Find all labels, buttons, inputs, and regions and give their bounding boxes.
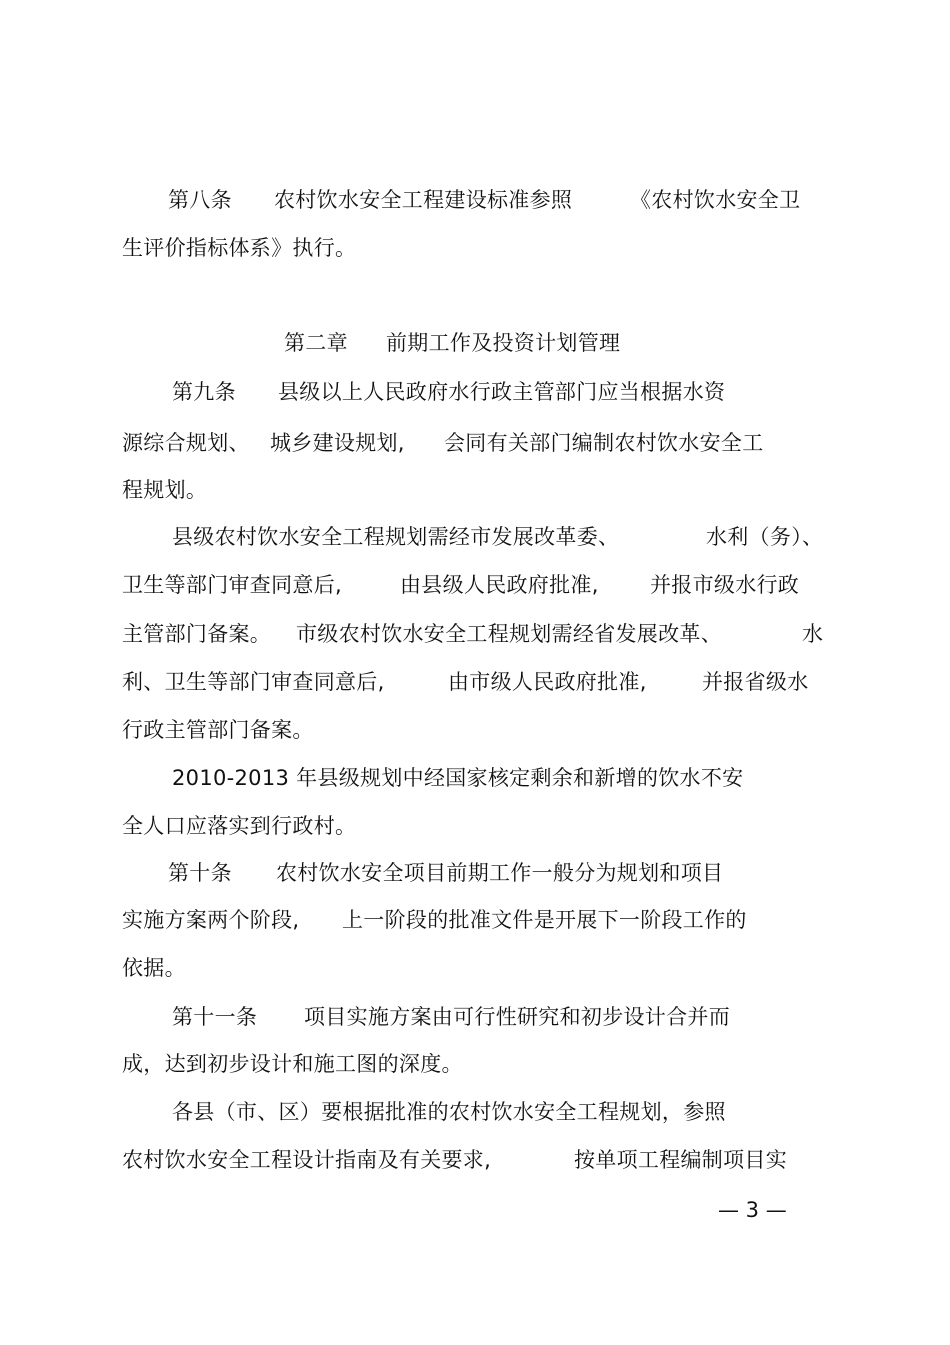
- county-paragraph-text: 卫生等部门审查同意后,: [122, 573, 342, 597]
- county-paragraph-text: 并报市级水行政: [650, 573, 800, 597]
- article-9-text: 县级以上人民政府水行政主管部门应当根据水资: [278, 380, 726, 404]
- county-paragraph-line-4: [122, 668, 832, 696]
- county-paragraph-line-1: [172, 523, 832, 551]
- article-9-text: 城乡建设规划,: [270, 431, 405, 455]
- article-8-text: 《农村饮水安全卫: [630, 188, 801, 212]
- county-paragraph-text: 水利（务）、: [706, 525, 824, 549]
- county-paragraph-text: 市级农村饮水安全工程规划需经省发展改革、: [296, 622, 722, 646]
- article-10-line-3: 依据。: [122, 956, 186, 980]
- chapter-number: 第二章: [284, 331, 348, 355]
- article-9-text: 会同有关部门编制农村饮水安全工: [444, 431, 764, 455]
- article-10-text: 实施方案两个阶段,: [122, 908, 300, 932]
- county-paragraph-line-2: [122, 571, 822, 599]
- article-10-text: 上一阶段的批准文件是开展下一阶段工作的: [342, 908, 747, 932]
- population-paragraph-line-2: 全人口应落实到行政村。: [122, 814, 357, 838]
- county-paragraph-text: 主管部门备案。: [122, 622, 272, 646]
- article-9-line-2: [122, 429, 822, 457]
- article-11-text: 项目实施方案由可行性研究和初步设计合并而: [304, 1005, 730, 1029]
- article-9-line-1: [172, 378, 812, 406]
- article-8-heading: 第八条: [168, 188, 232, 212]
- article-9-heading: 第九条: [172, 380, 236, 404]
- article-8-line-1: [168, 186, 848, 214]
- article-8-text: 农村饮水安全工程建设标准参照: [274, 188, 573, 212]
- county-paragraph-text: 并报省级水: [702, 670, 809, 694]
- county-paragraph-text: 由县级人民政府批准,: [400, 573, 599, 597]
- article-9-line-3: 程规划。: [122, 478, 208, 502]
- article-10-line-1: [168, 859, 808, 887]
- article-11-line-2: 成，达到初步设计和施工图的深度。: [122, 1052, 463, 1076]
- article-11-line-1: [172, 1003, 812, 1031]
- chapter-title: 前期工作及投资计划管理: [386, 331, 621, 355]
- implementation-paragraph-text: 农村饮水安全工程设计指南及有关要求,: [122, 1148, 492, 1172]
- implementation-paragraph-line-2: [122, 1146, 822, 1174]
- article-8-line-2: 生评价指标体系》执行。: [122, 236, 357, 260]
- county-paragraph-text: 县级农村饮水安全工程规划需经市发展改革委、: [172, 525, 620, 549]
- article-10-heading: 第十条: [168, 861, 232, 885]
- county-paragraph-text: 由市级人民政府批准,: [448, 670, 647, 694]
- page-number: — 3 —: [718, 1198, 787, 1222]
- article-10-line-2: [122, 906, 822, 934]
- population-paragraph-line-1: 2010-2013 年县级规划中经国家核定剩余和新增的饮水不安: [172, 766, 744, 790]
- implementation-paragraph-text: 按单项工程编制项目实: [574, 1148, 787, 1172]
- county-paragraph-line-5: 行政主管部门备案。: [122, 718, 314, 742]
- chapter-heading: [284, 329, 684, 357]
- article-10-text: 农村饮水安全项目前期工作一般分为规划和项目: [276, 861, 724, 885]
- implementation-paragraph-line-1: 各县（市、区）要根据批准的农村饮水安全工程规划，参照: [172, 1100, 726, 1124]
- article-9-text: 源综合规划、: [122, 431, 250, 455]
- county-paragraph-text: 水: [802, 622, 824, 646]
- county-paragraph-line-3: [122, 620, 832, 648]
- county-paragraph-text: 利、卫生等部门审查同意后,: [122, 670, 385, 694]
- article-11-heading: 第十一条: [172, 1005, 258, 1029]
